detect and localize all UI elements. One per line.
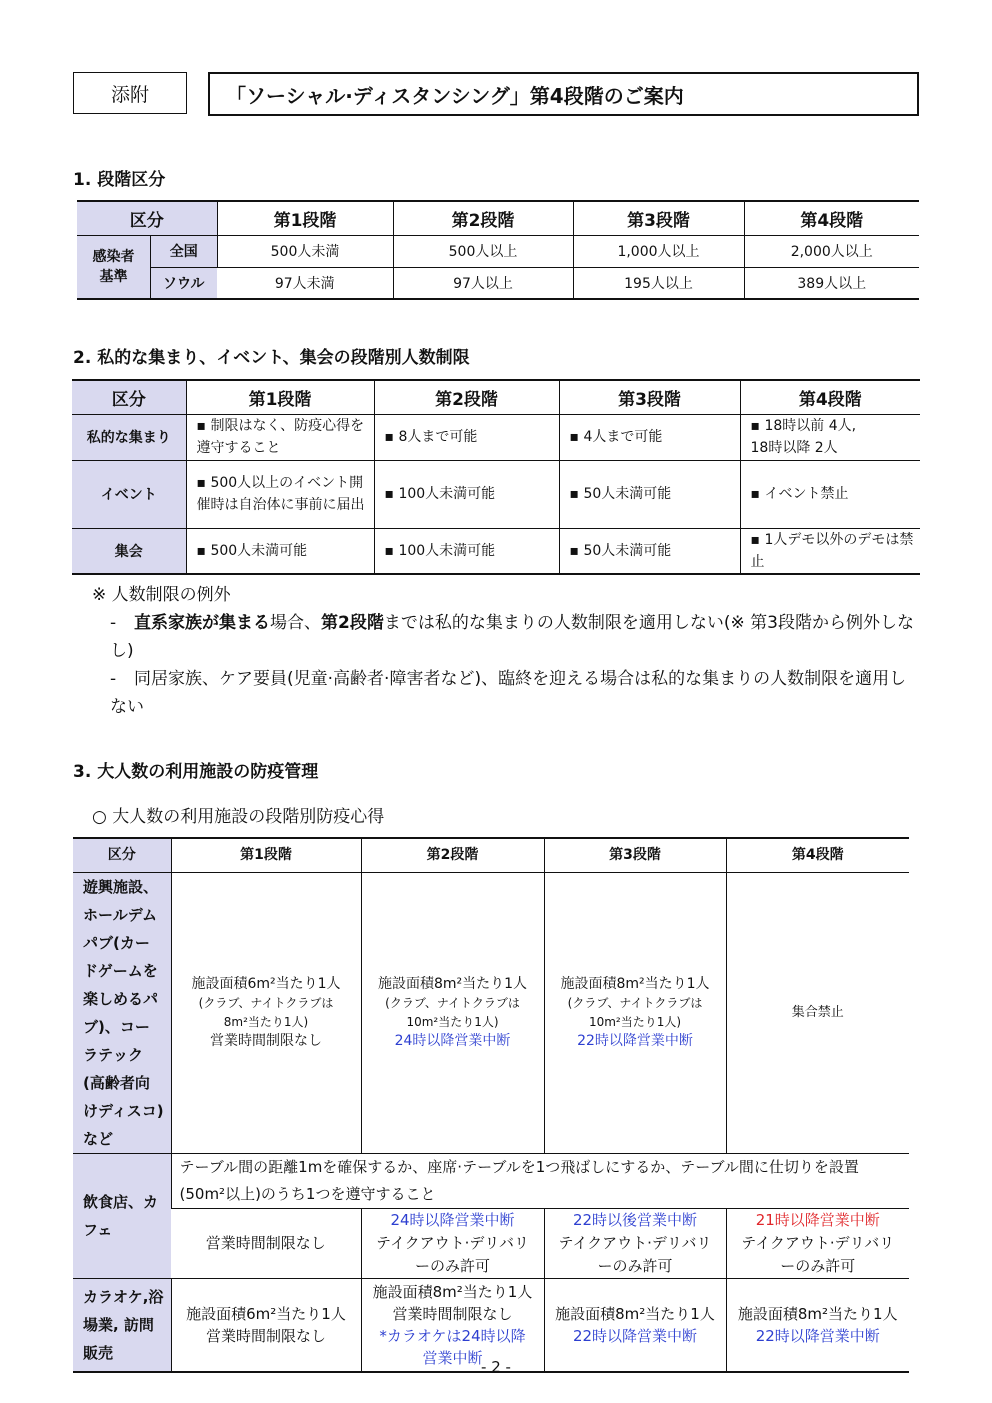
table-cell: 集合禁止 [726,872,909,1153]
table1-group-cell [77,235,217,299]
facility-rules-table [73,837,909,1373]
table3-col-1: 第1段階 [171,838,361,872]
cell-line: 22時以降営業中断 [755,1326,880,1345]
table-cell: ▪ 500人未満可能 [186,528,374,574]
table2-row-label-private: 私的な集まり [72,414,186,460]
cell-line: 施設面積8m²当たり1人 [737,1304,898,1323]
cell-line: ーのみ許可 [780,1256,856,1275]
table-cell: ▪ 18時以前 4人, 18時以降 2人 [740,414,920,460]
exception-text-3: 同居家族、ケア要員(児童·高齢者·障害者など)、臨終を迎える場合は私的な集まりの人数制限を適用しない [110,669,907,717]
table-cell: 195人以上 [573,268,744,299]
section2-heading: 2. 私的な集まり、イベント、集会の段階別人数制限 [73,348,470,368]
cell-line: ーのみ許可 [414,1256,490,1275]
table2-corner: 区分 [72,380,186,414]
table2-col-2: 第2段階 [374,380,559,414]
cell-line: 24時以降営業中断 [390,1210,515,1229]
gathering-limits-table [72,379,920,575]
cell-line: ーのみ許可 [597,1256,673,1275]
table-cell: 97人以上 [393,268,573,299]
cell-line: 24時以降営業中断 [394,1032,511,1049]
page-number: - 2 - [481,1358,511,1376]
table1-col-4: 第4段階 [744,201,919,235]
cell-line: 施設面積8m²当たり1人 [555,1304,715,1323]
table-cell: 1,000人以上 [573,235,744,268]
table-cell: 2,000人以上 [744,235,919,268]
exceptions-title: ※ 人数制限の例外 [92,585,231,605]
table1-group-label: 感染者 基準 [77,236,151,298]
cell-line: テイクアウト·デリバリ [741,1233,895,1252]
table2-row-label-event: イベント [72,460,186,528]
table-cell [544,872,726,1153]
table-cell: 389人以上 [744,268,919,299]
cell-line: 施設面積8m²当たり1人 [560,975,710,992]
table3-corner: 区分 [73,838,171,872]
cell-line: 施設面積8m²当たり1人 [372,1282,533,1301]
section3-subheading: ○ 大人数の利用施設の段階別防疫心得 [92,807,385,827]
exception-bold-1: 直系家族が集まる [134,613,270,633]
cell-line: 10m²当たり1人) [588,1014,682,1029]
cell-line: 施設面積6m²当たり1人 [191,975,341,992]
cell-line: テイクアウト·デリバリ [376,1233,529,1252]
cell-line: 22時以降営業中断 [577,1032,693,1049]
table-cell: 営業時間制限なし [171,1208,361,1278]
cell-line: 22時以降営業中断 [572,1326,698,1345]
table-cell: ▪ 100人未満可能 [374,460,559,528]
table-cell: ▪ 50人未満可能 [559,460,740,528]
table-cell [361,1208,544,1278]
table-cell [726,1208,909,1278]
table1-col-3: 第3段階 [573,201,744,235]
table3-common-rule: テーブル間の距離1mを確保するか、座席·テーブルを1つ飛ばしにするか、テーブル間に仕切りを設置(50m²以上)のうち1つを遵守すること [171,1153,909,1208]
table-cell: 500人未満 [217,235,393,268]
table-cell: ▪ イベント禁止 [740,460,920,528]
table-cell: ▪ 100人未満可能 [374,528,559,574]
cell-line: 21時以降営業中断 [755,1210,880,1229]
cell-line: *カラオケは24時以降 [379,1326,526,1345]
cell-line: 22時以後営業中断 [572,1210,698,1229]
table-cell: 500人以上 [393,235,573,268]
exception-item-1: - 直系家族が集まる場合、第2段階までは私的な集まりの人数制限を適用しない(※ 第3段階から例外しなし) [110,613,914,661]
table3-col-3: 第3段階 [544,838,726,872]
table-cell: ▪ 500人以上のイベント開催時は自治体に事前に届出 [186,460,374,528]
table1-row-label-seoul: ソウル [162,275,205,292]
table3-row-label-restaurant: 飲食店、カフェ [73,1153,171,1278]
cell-line: (クラブ、ナイトクラブは [567,995,703,1010]
table1-corner: 区分 [77,201,217,235]
exception-text-2: までは私的な集まりの人数制限を適用しない(※ 第3段階から例外しなし) [110,613,914,661]
cell-line: 営業時間制限なし [205,1326,326,1345]
attachment-label: 添附 [73,72,187,114]
table2-row-label-rally: 集会 [72,528,186,574]
table1-col-2: 第2段階 [393,201,573,235]
table-cell [544,1208,726,1278]
table-cell: ▪ 4人まで可能 [559,414,740,460]
cell-line: 10m²当たり1人) [406,1014,499,1029]
table-cell: ▪ 制限はなく、防疫心得を遵守すること [186,414,374,460]
cell-line: 施設面積8m²当たり1人 [377,975,528,992]
cell-line: 8m²当たり1人) [223,1014,309,1029]
table2-col-3: 第3段階 [559,380,740,414]
table2-col-4: 第4段階 [740,380,920,414]
table3-row-label-entertainment: 遊興施設、ホールデムパブ(カードゲームを楽しめるパブ)、コーラテック(高齢者向けディスコ)など [73,872,171,1153]
stage-criteria-table [77,200,919,300]
page-title: 「ソーシャル·ディスタンシング」第4段階のご案内 [208,72,919,116]
table3-col-4: 第4段階 [726,838,909,872]
table2-col-1: 第1段階 [186,380,374,414]
cell-line: (クラブ、ナイトクラブは [385,995,520,1010]
exception-text-1: 場合、 [270,613,321,633]
cell-line: 営業中断 [422,1348,483,1367]
exception-item-2: - 同居家族、ケア要員(児童·高齢者·障害者など)、臨終を迎える場合は私的な集まりの人数制限を適用しない [110,669,907,717]
table3-col-2: 第2段階 [361,838,544,872]
section3-heading: 3. 大人数の利用施設の防疫管理 [73,762,319,782]
table1-col-1: 第1段階 [217,201,393,235]
cell-line: 営業時間制限なし [210,1032,322,1049]
table-cell: 97人未満 [217,268,393,299]
table-cell: ▪ 50人未満可能 [559,528,740,574]
table-cell: ▪ 1人デモ以外のデモは禁止 [740,528,920,574]
cell-line: (クラブ、ナイトクラブは [198,995,334,1010]
cell-line: 営業時間制限なし [392,1304,513,1323]
table-cell [361,872,544,1153]
section1-heading: 1. 段階区分 [73,170,166,190]
table-cell: ▪ 8人まで可能 [374,414,559,460]
table3-row-label-karaoke: カラオケ,浴場業, 訪問販売 [73,1278,171,1372]
table1-row-label-national: 全国 [151,236,217,268]
cell-line: 施設面積6m²当たり1人 [186,1304,346,1323]
table-cell [171,872,361,1153]
exception-bold-2: 第2段階 [321,613,384,633]
cell-line: テイクアウト·デリバリ [558,1233,712,1252]
